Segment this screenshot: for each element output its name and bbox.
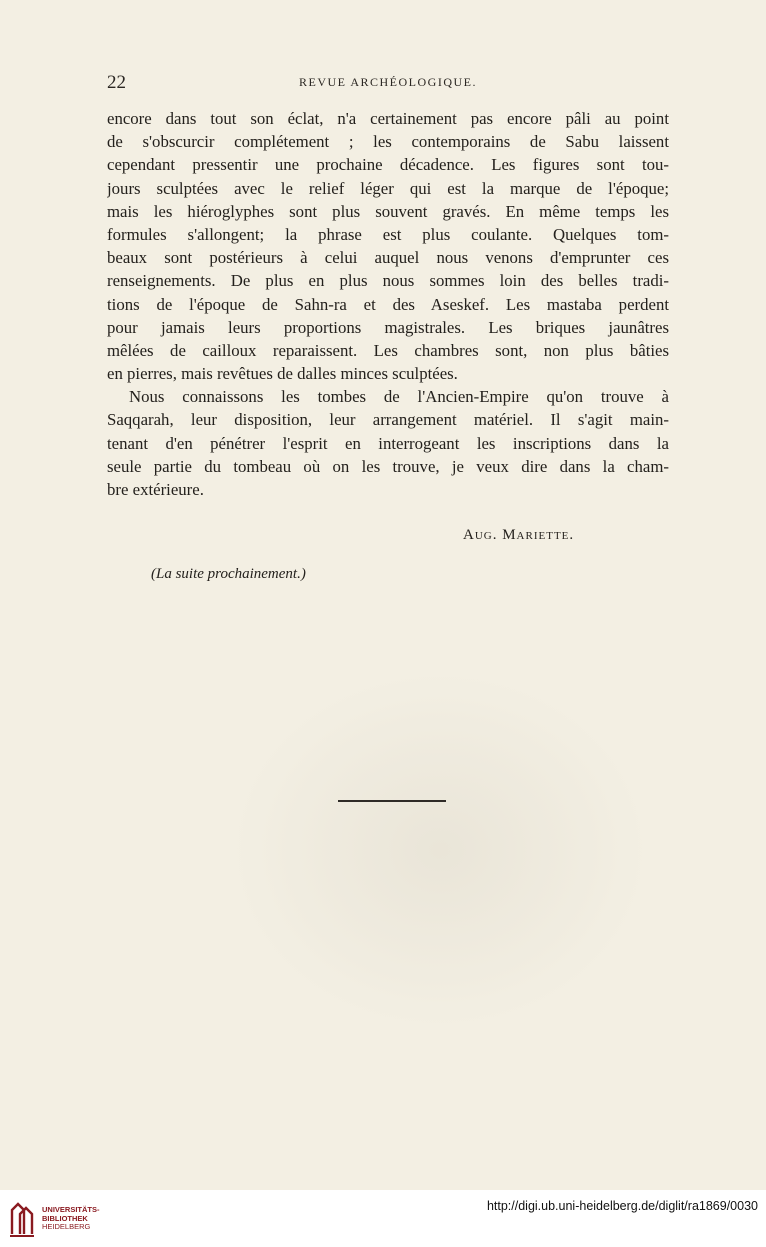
text-line: de s'obscurcir complétement ; les contemporains de Sabu laissent xyxy=(107,132,669,152)
text-line: cependant pressentir une prochaine décadence. Les figures sont tou- xyxy=(107,155,669,175)
text-line: jours sculptées avec le relief léger qui est la marque de l'époque; xyxy=(107,178,669,198)
text-line: pour jamais leurs proportions magistrales. Les briques jaunâtres xyxy=(107,317,669,337)
text-line: en pierres, mais revêtues de dalles minces sculptées. xyxy=(107,364,458,384)
text-line: formules s'allongent; la phrase est plus coulante. Quelques tom- xyxy=(107,224,669,244)
author-signature: Aug. Mariette. xyxy=(463,527,575,543)
library-name-line: HEIDELBERG xyxy=(42,1222,91,1231)
text-line: beaux sont postérieurs à celui auquel nous venons d'emprunter ces xyxy=(107,248,669,268)
text-line: Saqqarah, leur disposition, leur arrangement matériel. Il s'agit main- xyxy=(107,410,669,430)
text-line: tions de l'époque de Sahn-ra et des Aseskef. Les mastaba perdent xyxy=(107,294,669,314)
library-name xyxy=(42,1206,100,1232)
text-line: tenant d'en pénétrer l'esprit en interrogeant les inscriptions dans la xyxy=(107,433,669,453)
text-line: bre extérieure. xyxy=(107,480,204,499)
text-line: Nous connaissons les tombes de l'Ancien-Empire qu'on trouve à xyxy=(129,387,669,407)
text-line: mais les hiéroglyphes sont plus souvent gravés. En même temps les xyxy=(107,201,669,221)
library-name-line: BIBLIOTHEK xyxy=(42,1213,88,1223)
section-divider xyxy=(338,800,446,802)
running-title: REVUE ARCHÉOLOGIQUE. xyxy=(299,75,477,89)
continued-note: (La suite prochainement.) xyxy=(151,566,306,582)
body-text xyxy=(107,107,669,501)
page-header xyxy=(107,72,669,96)
show-through-texture xyxy=(230,670,650,1030)
library-logo-icon xyxy=(8,1200,36,1238)
page-number: 22 xyxy=(107,72,126,93)
library-name-line: UNIVERSITÄTS- xyxy=(42,1205,100,1214)
text-line: mêlées de cailloux reparaissent. Les chambres sont, non plus bâties xyxy=(107,340,669,360)
source-url-link[interactable]: http://digi.ub.uni-heidelberg.de/diglit/ra1869/0030 xyxy=(486,1199,758,1213)
text-line: renseignements. De plus en plus nous sommes loin des belles tradi- xyxy=(107,271,669,291)
text-line: seule partie du tombeau où on les trouve, je veux dire dans la cham- xyxy=(107,456,669,476)
text-line: encore dans tout son éclat, n'a certainement pas encore pâli au point xyxy=(107,109,669,128)
